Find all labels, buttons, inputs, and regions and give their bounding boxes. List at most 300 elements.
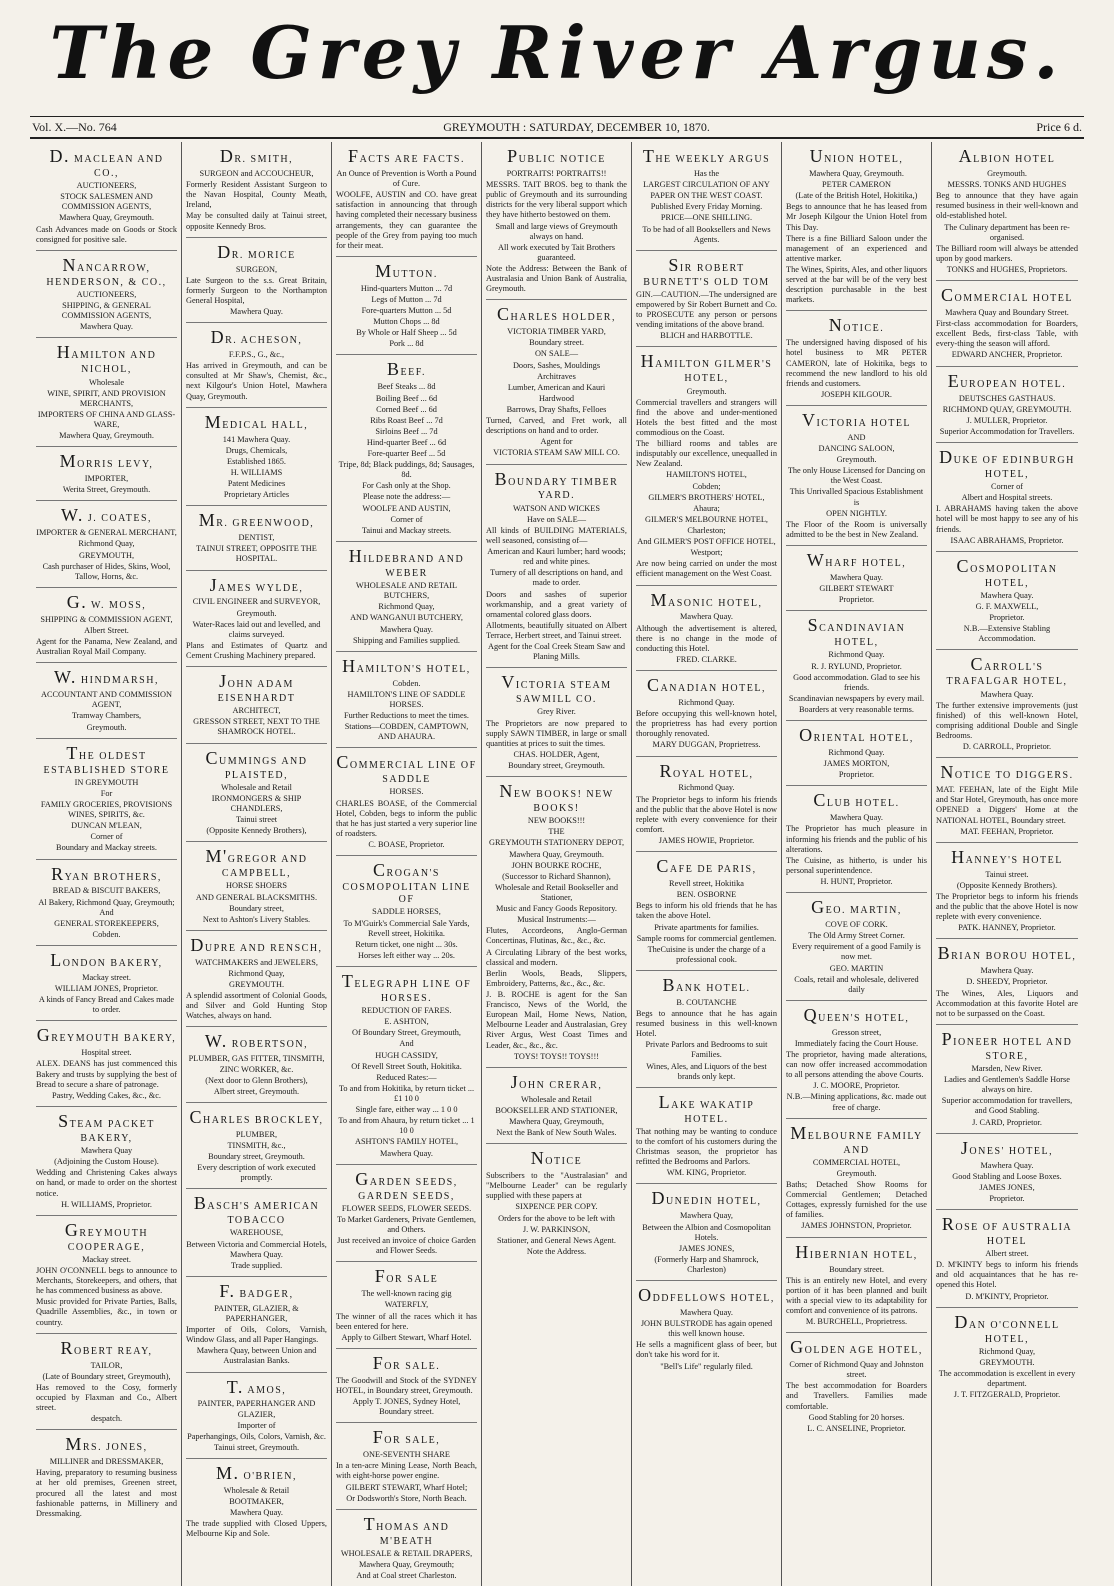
advertisement-line: WHOLESALE AND RETAIL BUTCHERS, — [355, 581, 458, 601]
advertisement-heading: EUROPEAN HOTEL. — [947, 370, 1067, 391]
advertisement-line: Mawhera Quay. — [980, 590, 1034, 600]
advertisement-line: Mawhera Quay, Greymouth, — [509, 1116, 604, 1126]
advertisement-line: Hospital street. — [81, 1048, 132, 1058]
advertisement-line: PLUMBER, GAS FITTER, TINSMITH, ZINC WORKER, &c. — [188, 1054, 325, 1074]
advertisement-line: WATERFLY, — [384, 1300, 429, 1310]
advertisement-line: Beef Steaks ... 8d — [377, 382, 436, 392]
advertisement-heading: MRS. JONES, — [65, 1434, 148, 1455]
advertisement — [786, 406, 927, 546]
advertisement-line: PORTRAITS! PORTRAITS!! — [506, 168, 607, 178]
advertisement — [36, 1107, 177, 1216]
advertisement-line: Richmond Quay, — [378, 602, 435, 612]
advertisement-line: N.B.—Mining applications, &c. made out free of charge. — [786, 1092, 927, 1112]
advertisement-line: By Whole or Half Sheep ... 5d — [356, 328, 457, 338]
advertisement-line: Tainui street. — [985, 869, 1029, 879]
advertisement-line: JAMES JOHNSTON, Proprietor. — [801, 1221, 912, 1231]
advertisement-line: Wedding and Christening Cakes always on hand, or made to order on the shortest notice. — [36, 1168, 177, 1198]
advertisement-line: GEO. MARTIN — [829, 963, 884, 973]
advertisement — [486, 142, 627, 300]
advertisement-line: Revell street, Hokitika — [669, 879, 744, 889]
advertisement-line: This Unrivalled Spacious Establishment is — [789, 487, 924, 507]
advertisement-line: Flutes, Accordeons, Anglo-German Concertinas, Flutinas, &c., &c., &c. — [486, 926, 627, 946]
advertisement-heading: BEEF. — [387, 359, 426, 380]
advertisement-line: To and from Ahaura, by return ticket ... 1 10 0 — [338, 1116, 475, 1136]
advertisement-line: American and Kauri lumber; hard woods; red and white pines. — [487, 547, 626, 567]
advertisement-line: Or Dodsworth's Store, North Beach. — [346, 1493, 467, 1503]
advertisement-line: L. C. ANSELINE, Proprietor. — [807, 1423, 906, 1433]
advertisement-line: Tripe, 8d; Black puddings, 8d; Sausages, 8d. — [338, 460, 475, 480]
advertisement-line: DENTIST, — [238, 533, 275, 543]
advertisement — [936, 443, 1078, 552]
advertisement-line: Tainui and Mackay streets. — [361, 525, 452, 535]
advertisement-line: (Opposite Kennedy Brothers). — [956, 880, 1058, 890]
advertisement-heading: CHARLES HOLDER, — [497, 304, 616, 325]
advertisement-heading: W. J. COATES, — [60, 505, 153, 526]
advertisement-heading: W. ROBERTSON, — [204, 1031, 309, 1052]
advertisement-line: GREYMOUTH. — [979, 1357, 1035, 1367]
advertisement — [336, 1423, 477, 1510]
advertisement-line: Sample rooms for commercial gentlemen. — [636, 933, 777, 943]
advertisement-line: Cobden. — [392, 678, 421, 688]
advertisement-line: WINE, SPIRIT, AND PROVISION MERCHANTS, — [47, 388, 166, 408]
advertisement-line: Doors, Sashes, Mouldings — [512, 360, 601, 370]
masthead-title: The Grey River Argus. — [49, 10, 1065, 95]
advertisement — [36, 1334, 177, 1431]
advertisement-line: Plans and Estimates of Quartz and Cement Crushing Machinery prepared. — [186, 640, 327, 660]
advertisement-line: The Proprietor begs to inform his friends and the public that the above Hotel is now replete with every convenience for their comfort. — [636, 794, 777, 834]
advertisement-line: Corner of — [390, 514, 423, 524]
column — [482, 142, 632, 1586]
advertisement — [786, 786, 927, 893]
advertisement — [936, 1210, 1078, 1308]
advertisement-line: ARCHITECT, — [232, 706, 281, 716]
advertisement-line: MAT. FEEHAN, Proprietor. — [960, 826, 1054, 836]
advertisement-line: Mawhera Quay. — [230, 307, 283, 316]
advertisement-line: Mawhera Quay, Greymouth. — [809, 168, 904, 178]
advertisement-line: Has removed to the Cosy, formerly occupied by Flaxman and Co., Albert street. — [36, 1382, 177, 1413]
advertisement-heading: T. AMOS, — [226, 1376, 287, 1397]
advertisement-line: GENERAL STOREKEEPERS, — [54, 918, 159, 928]
advertisement-line: Ahaura; — [693, 503, 720, 513]
column — [182, 142, 332, 1586]
advertisement-line: COMMERCIAL HOTEL, — [812, 1157, 901, 1167]
advertisement-line: TAILOR, — [90, 1360, 123, 1370]
advertisement — [936, 1308, 1078, 1406]
advertisement-line: WAREHOUSE, — [229, 1228, 284, 1238]
advertisement-line: IN GREYMOUTH — [74, 777, 139, 787]
advertisement-columns — [32, 142, 1082, 1581]
advertisement-line: Barrows, Dray Shafts, Felloes — [506, 404, 607, 414]
advertisement-line: Coals, retail and wholesale, delivered daily — [794, 974, 919, 994]
advertisement-line: And GILMER'S POST OFFICE HOTEL, — [637, 537, 776, 547]
advertisement-heading: CUMMINGS AND PLAISTED, — [205, 747, 308, 781]
advertisement-line: Corner of — [990, 482, 1024, 492]
advertisement-line: Turned, Carved, and Fret work, all descriptions on hand and to order. — [486, 416, 627, 436]
advertisement-line: N.B.—Extensive Stabling Accommodation. — [963, 624, 1051, 644]
advertisement-line: OPEN NIGHTLY. — [826, 508, 887, 518]
advertisement-line: BLICH and HARBOTTLE. — [660, 331, 753, 341]
advertisement-heading: W. HINDMARSH, — [54, 667, 159, 688]
advertisement-line: JOHN BULSTRODE has again opened this well known house. — [640, 1319, 773, 1339]
advertisement — [36, 338, 177, 447]
advertisement — [636, 971, 777, 1088]
advertisement-line: Baths; Detached Show Rooms for Commercial Gentlemen; Detached Cottages, expressly furnished for the use of families. — [786, 1180, 927, 1220]
advertisement — [936, 552, 1078, 651]
advertisement-line: SADDLE HORSES, — [372, 907, 441, 917]
advertisement-heading: THE WEEKLY ARGUS — [642, 146, 771, 166]
advertisement-line: Formerly Resident Assistant Surgeon to the Navan Hospital, County Meath, Ireland, — [186, 180, 327, 210]
advertisement — [336, 1165, 477, 1263]
advertisement-heading: THE OLDEST ESTABLISHED STORE — [43, 742, 170, 776]
advertisement — [336, 1262, 477, 1349]
advertisement — [336, 967, 477, 1165]
advertisement-line: PAINTER, GLAZIER, & PAPERHANGER, — [214, 1303, 299, 1323]
advertisement-line: All work executed by Tait Brothers guaranteed. — [497, 242, 615, 262]
advertisement-line: Corned Beef ... 6d — [376, 404, 437, 414]
advertisement-line: Importer of — [237, 1420, 276, 1430]
advertisement-line: Proprietor. — [989, 1193, 1025, 1203]
advertisement-line: IMPORTERS OF CHINA AND GLASS-WARE, — [37, 409, 176, 429]
advertisement-line: Hind-quarters Mutton ... 7d — [360, 283, 453, 293]
advertisement — [936, 367, 1078, 443]
advertisement-line: Please note the address:— — [362, 492, 451, 502]
advertisement-line: Richmond Quay. — [678, 697, 735, 707]
advertisement-line: Lumber, American and Kauri — [507, 382, 606, 392]
advertisement-line: Sirloins Beef ... 7d — [375, 426, 438, 436]
advertisement-line: Richmond Quay, — [228, 968, 285, 978]
advertisement — [636, 586, 777, 672]
advertisement-line: Werita Street, Greymouth. — [62, 485, 151, 495]
advertisement-line: For Cash only at the Shop. — [362, 481, 451, 491]
advertisement-heading: ROYAL HOTEL, — [659, 760, 754, 781]
advertisement-heading: ROBERT REAY, — [60, 1337, 153, 1358]
masthead — [0, 8, 1114, 98]
advertisement-heading: SIR ROBERT BURNETT'S OLD TOM — [643, 254, 770, 288]
advertisement-line: Pastry, Wedding Cakes, &c., &c. — [51, 1090, 162, 1100]
advertisement-line: GILBERT STEWART, Wharf Hotel; — [345, 1482, 468, 1492]
advertisement-line: FAMILY GROCERIES, PROVISIONS WINES, SPIRITS, &c. — [40, 799, 173, 820]
advertisement-line: The Goodwill and Stock of the SYDNEY HOTEL, in Boundary street, Greymouth. — [336, 1375, 477, 1395]
advertisement — [36, 1021, 177, 1107]
advertisement-line: Shipping and Families supplied. — [353, 635, 460, 645]
advertisement-heading: JAMES WYLDE, — [209, 574, 304, 595]
advertisement-line: PETER CAMERON — [822, 180, 891, 190]
advertisement-line: G. F. MAXWELL, — [975, 601, 1039, 611]
advertisement-line: J. T. FITZGERALD, Proprietor. — [953, 1390, 1061, 1400]
advertisement-line: Mawhera Quay, — [680, 1211, 733, 1221]
advertisement-line: Good Stabling for 20 horses. — [808, 1412, 905, 1422]
advertisement-line: (Successor to Richard Shannon), — [502, 871, 611, 881]
advertisement — [636, 1184, 777, 1281]
advertisement-line: EDWARD ANCHER, Proprietor. — [951, 350, 1063, 360]
advertisement-line: Having, preparatory to resuming business at her old premises, Greenen street, procured all the latest and most fashionable patterns, in Millinery and Dressmaking. — [36, 1468, 177, 1518]
advertisement-line: Wholesale & Retail — [223, 1485, 290, 1495]
advertisement — [186, 1027, 327, 1102]
advertisement-line: GREYMOUTH. — [228, 980, 285, 990]
advertisement — [936, 142, 1078, 281]
advertisement-line: CIVIL ENGINEER and SURVEYOR, — [192, 597, 321, 607]
advertisement-line: Mawhera Quay. — [980, 689, 1034, 699]
advertisement-line: WOOLFE AND AUSTIN, — [362, 503, 451, 513]
advertisement-line: PLUMBER, — [235, 1129, 278, 1139]
advertisement-line: All kinds of BUILDING MATERIALS, well seasoned, consisting of— — [486, 525, 627, 545]
advertisement-line: Greymouth. — [86, 722, 127, 732]
advertisement-line: Every requirement of a good Family is now met. — [792, 942, 921, 962]
advertisement-line: Wholesale — [88, 377, 124, 387]
advertisement-line: Between Victoria and Commercial Hotels, Mawhera Quay. — [186, 1239, 327, 1259]
advertisement-line: Next the Bank of New South Wales. — [496, 1128, 617, 1138]
advertisement-line: COVE OF CORK. — [825, 920, 888, 930]
advertisement-line: TheCuisine is under the charge of a professional cook. — [647, 944, 766, 964]
advertisement-line: M. BURCHELL, Proprietress. — [805, 1317, 908, 1327]
advertisement-heading: DAN O'CONNELL HOTEL, — [954, 1311, 1060, 1345]
advertisement-heading: ODDFELLOWS HOTEL, — [638, 1285, 775, 1306]
advertisement-line: Legs of Mutton ... 7d — [371, 294, 442, 304]
advertisement-line: Doors and sashes of superior workmanship, and a great variety of ornamental colored glass doors. — [486, 589, 627, 619]
advertisement-line: AND — [847, 432, 866, 442]
advertisement — [186, 842, 327, 931]
advertisement — [186, 1277, 327, 1373]
advertisement-line: IMPORTER & GENERAL MERCHANT, — [36, 528, 177, 538]
advertisement-line: Greymouth. — [836, 1168, 877, 1178]
advertisement-line: GILMER'S MELBOURNE HOTEL, — [645, 514, 768, 524]
advertisement-line: Next to Ashton's Livery Stables. — [202, 914, 311, 924]
advertisement-heading: ALBION HOTEL — [958, 146, 1056, 166]
advertisement-line: Has the — [693, 168, 720, 178]
advertisement-line: CHARLES BOASE, of the Commercial Hotel, Cobden, begs to inform the public that he has just started a very superior line of roadsters. — [336, 798, 477, 838]
advertisement-line: D. M'KINTY, Proprietor. — [965, 1291, 1049, 1301]
advertisement-heading: FOR SALE. — [372, 1352, 441, 1373]
advertisement-line: HORSES. — [389, 787, 424, 797]
advertisement-heading: QUEEN'S HOTEL, — [803, 1004, 910, 1025]
advertisement — [936, 939, 1078, 1025]
advertisement-heading: VICTORIA STEAM SAWMILL CO. — [501, 672, 612, 706]
advertisement-heading: MORRIS LEVY, — [59, 451, 154, 472]
advertisement-line: The Old Army Street Corner. — [808, 931, 905, 941]
advertisement-line: ALEX. DEANS has just commenced this Bakery and trusts by supplying the best of Bread to secure a share of patronage. — [36, 1059, 177, 1089]
advertisement-heading: DUKE OF EDINBURGH HOTEL, — [939, 446, 1075, 480]
advertisement-line: The Proprietor has much pleasure in informing his friends and the public of his alterations. — [786, 824, 927, 854]
advertisement-line: Before occupying this well-known hotel, the proprietress has had every portion thoroughly renovated. — [636, 709, 777, 739]
advertisement-line: ASHTON'S FAMILY HOTEL, — [354, 1137, 459, 1147]
advertisement-line: TONKS and HUGHES, Proprietors. — [946, 264, 1068, 274]
advertisement-heading: BANK HOTEL. — [662, 974, 751, 995]
advertisement-line: Corner of — [90, 832, 123, 842]
advertisement — [36, 860, 177, 947]
advertisement-line: Small and large views of Greymouth always on hand. — [495, 221, 618, 241]
advertisement-line: The further extensive improvements (just finished) of this well-known Hotel, comprising additional Double and Single Bedrooms. — [936, 700, 1078, 740]
advertisement-line: (Next door to Glenn Brothers), — [205, 1075, 308, 1085]
advertisement-line: Boundary street, Greymouth. — [208, 1152, 305, 1162]
advertisement-line: There is a fine Billiard Saloon under the management of an experienced and attentive marker. — [786, 233, 927, 263]
advertisement-line: A Circulating Library of the best works, classical and modern. — [486, 947, 627, 967]
advertisement-line: Published Every Friday Morning. — [650, 202, 763, 212]
advertisement-heading: FOR SALE — [374, 1266, 439, 1287]
advertisement-heading: M'GREGOR AND CAMPBELL, — [205, 846, 308, 880]
advertisement-heading: CLUB HOTEL. — [813, 790, 900, 811]
advertisement-line: First-class accommodation for Boarders, excellent Beds, first-class Table, with every-thing the season will afford. — [936, 319, 1078, 349]
advertisement-heading: HAMILTON'S HOTEL, — [342, 655, 471, 676]
advertisement — [36, 142, 177, 251]
advertisement-line: FRED. CLARKE. — [676, 654, 737, 664]
column — [782, 142, 932, 1586]
advertisement-line: Mackay street. — [82, 1254, 131, 1264]
advertisement-line: Established 1865. — [227, 456, 286, 466]
column — [332, 142, 482, 1586]
advertisement-heading: JONES' HOTEL, — [960, 1137, 1054, 1158]
advertisement-heading: HANNEY'S HOTEL — [951, 846, 1063, 867]
advertisement-line: TAINUI STREET, OPPOSITE THE HOSPITAL. — [196, 544, 317, 564]
advertisement-heading: CARROLL'S TRAFALGAR HOTEL, — [946, 654, 1068, 688]
advertisement-line: Greymouth. — [836, 455, 877, 465]
advertisement-line: Mawhera Quay — [80, 1146, 133, 1156]
advertisement-line: Cash purchaser of Hides, Skins, Wool, Tallow, Horns, &c. — [42, 561, 171, 581]
advertisement-line: SURGEON, — [235, 264, 278, 274]
advertisement-line: He sells a magnificent glass of beer, but don't take his word for it. — [636, 1340, 777, 1360]
advertisement-heading: NEW BOOKS! NEW BOOKS! — [499, 781, 614, 815]
advertisement-line: The winner of all the races which it has been entered for here. — [336, 1311, 477, 1331]
column — [932, 142, 1082, 1586]
advertisement-line: (Adjoining the Custom House). — [54, 1157, 159, 1167]
advertisement — [186, 238, 327, 324]
advertisement-line: Superior Accommodation for Travellers. — [939, 426, 1075, 436]
advertisement — [486, 777, 627, 1068]
advertisement-heading: CHARLES BROCKLEY, — [189, 1106, 324, 1127]
advertisement-line: Cobden; — [692, 481, 721, 491]
advertisement-line: Greymouth. — [686, 386, 727, 396]
advertisement-heading: GREYMOUTH BAKERY, — [36, 1025, 177, 1046]
column — [32, 142, 182, 1586]
advertisement-line: D. CARROLL, Proprietor. — [962, 742, 1052, 752]
advertisement-line: Albert street. — [985, 1249, 1029, 1259]
advertisement-line: Music provided for Private Parties, Balls, Quadrille Assemblies, &c., in town or country. — [36, 1297, 177, 1327]
advertisement-line: WILLIAM JONES, Proprietor. — [54, 984, 159, 994]
advertisement-heading: WHARF HOTEL, — [806, 550, 907, 571]
advertisement — [336, 748, 477, 856]
advertisement-line: Mawhera Quay. — [980, 966, 1034, 976]
advertisement — [486, 1144, 627, 1262]
price: Price 6 d. — [1036, 119, 1082, 134]
advertisement-line: Mawhera Quay, Greymouth; — [358, 1560, 455, 1569]
advertisement-line: SHIPPING, & GENERAL COMMISSION AGENTS, — [61, 301, 152, 321]
advertisement-line: Of Revell Street South, Hokitika. — [351, 1061, 462, 1071]
advertisement-line: AND WANGANUI BUTCHERY, — [350, 613, 463, 623]
advertisement — [336, 856, 477, 967]
advertisement-line: A kinds of Fancy Bread and Cakes made to order. — [38, 995, 175, 1015]
advertisement-line: (Late of the British Hotel, Hokitika,) — [795, 191, 918, 201]
advertisement-line: BREAD & BISCUIT BAKERS, — [52, 886, 161, 896]
advertisement-heading: TELEGRAPH LINE OF HORSES. — [341, 971, 472, 1004]
advertisement-line: May be consulted daily at Tainui street, opposite Kennedy Bros. — [186, 211, 327, 231]
advertisement-line: Late Surgeon to the s.s. Great Britain, formerly Surgeon to the Northampton General Hospital, — [186, 275, 327, 305]
advertisement — [186, 744, 327, 843]
advertisement-line: Begs to announce that he has again resumed business in this well-known Hotel. — [636, 1009, 777, 1039]
advertisement-line: Of Boundary Street, Greymouth, — [352, 1028, 461, 1038]
advertisement-heading: MR. GREENWOOD, — [198, 510, 315, 531]
advertisement-line: D. SHEEDY, Proprietor. — [966, 977, 1048, 987]
advertisement-heading: DR. SMITH, — [219, 146, 294, 166]
advertisement-line: Mawhera Quay. — [680, 612, 733, 622]
advertisement-line: Richmond Quay. — [678, 783, 735, 793]
advertisement-line: To and from Hokitika, by return ticket ... £1 10 0 — [338, 1083, 475, 1104]
advertisement-line: GIN.—CAUTION.—The undersigned are empowered by Sir Robert Burnett and Co. to PROSECUTE any person or persons vending imitations of the above brand. — [636, 289, 777, 330]
advertisement-line: J. B. ROCHE is agent for the San Francisco, News of the World, the European Mail, Home News, Nation, Melbourne Leader and Australasian, Grey River Argus, West Coast Times and Leader, &c., &c., &c. — [486, 990, 627, 1050]
advertisement — [786, 142, 927, 311]
advertisement-heading: DR. MORICE — [217, 241, 296, 262]
advertisement-line: H. WILLIAMS, Proprietor. — [61, 1199, 152, 1209]
advertisement-line: Musical Instruments:— — [517, 915, 596, 925]
advertisement — [36, 739, 177, 860]
advertisement-line: despatch. — [90, 1414, 123, 1424]
advertisement — [936, 843, 1078, 940]
advertisement-line: SIXPENCE PER COPY. — [515, 1202, 598, 1212]
advertisement-line: GREYMOUTH, — [78, 550, 135, 560]
advertisement-line: WOOLFE, AUSTIN and CO. have great satisfaction in announcing that through having completed their necessary business arrangements, they can guarantee the people of the Grey from paying too much for their meat. — [336, 190, 478, 250]
advertisement — [186, 931, 327, 1028]
advertisement-line: H. WILLIAMS — [230, 467, 283, 477]
advertisement-line: JOHN O'CONNELL begs to announce to Merchants, Storekeepers, and others, that he has commenced business as above. — [36, 1265, 177, 1296]
advertisement — [786, 611, 927, 721]
advertisement-line: Further Reductions to meet the times. — [344, 711, 469, 720]
advertisement-line: Paperhangings, Oils, Colors, Varnish, &c. — [187, 1431, 326, 1441]
volume-number: Vol. X.—No. 764 — [32, 119, 117, 134]
advertisement-line: Proprietary Articles — [223, 490, 290, 500]
advertisement-line: Hind-quarter Beef ... 6d — [366, 437, 447, 447]
advertisement — [36, 946, 177, 1021]
advertisement-line: Horses left either way ... 20s. — [357, 950, 455, 960]
advertisement-line: Private Parlors and Bedrooms to suit Families. — [645, 1040, 768, 1060]
advertisement-line: I. ABRAHAMS having taken the above hotel will be most happy to see any of his friends. — [936, 504, 1078, 534]
advertisement-heading: VICTORIA HOTEL — [801, 409, 912, 430]
advertisement-heading: CANADIAN HOTEL, — [647, 675, 766, 696]
advertisement-line: BEN. OSBORNE — [676, 890, 737, 900]
advertisement-line: Boundary street. — [829, 1264, 884, 1274]
advertisement-line: The Floor of the Room is universally admitted to be the best in New Zealand. — [786, 519, 927, 539]
advertisement-heading: NOTICE TO DIGGERS. — [940, 762, 1074, 783]
advertisement-line: The well-known racing gig — [361, 1289, 452, 1299]
advertisement — [36, 663, 177, 738]
advertisement-line: Boundary and Mackay streets. — [56, 843, 157, 853]
issue-line — [30, 116, 1084, 139]
advertisement-line: Pork ... 8d — [389, 339, 424, 349]
advertisement-line: J. W. PARKINSON, — [522, 1224, 591, 1234]
advertisement — [636, 347, 777, 585]
advertisement — [936, 1025, 1078, 1134]
advertisement-line: Richmond Quay. — [828, 650, 885, 660]
advertisement-heading: PUBLIC NOTICE — [507, 146, 606, 166]
advertisement-line: JOHN BOURKE ROCHE, — [511, 860, 602, 870]
advertisement-heading: BOUNDARY TIMBER YARD. — [494, 468, 619, 502]
advertisement — [186, 323, 327, 408]
advertisement-line: Commercial travellers and strangers will find the above and under-mentioned Hotels the best fitted and the most commodious on the Coast. — [636, 397, 777, 437]
advertisement-line: Richmond Quay, — [978, 1346, 1036, 1356]
advertisement-line: IRONMONGERS & SHIP CHANDLERS, — [211, 793, 302, 813]
advertisement-line: Turnery of all descriptions on hand, and made to order. — [490, 568, 623, 588]
advertisement-line: Stations—COBDEN, CAMPTOWN, AND AHAURA. — [344, 722, 469, 742]
advertisement-line: Trade supplied. — [230, 1260, 283, 1270]
advertisement-line: An Ounce of Prevention is Worth a Pound of Cure. — [336, 168, 477, 189]
advertisement — [636, 1281, 777, 1377]
advertisement-line: HUGH CASSIDY, — [375, 1050, 438, 1060]
dateline: GREYMOUTH : SATURDAY, DECEMBER 10, 1870. — [443, 119, 710, 134]
advertisement-line: The proprietor, having made alterations, can now offer increased accommodation to all persons attending the above Courts. — [786, 1050, 927, 1080]
advertisement — [186, 667, 327, 743]
advertisement-line: DANCING SALOON, — [818, 444, 895, 454]
advertisement-line: Proprietor. — [838, 770, 875, 780]
advertisement — [786, 1238, 927, 1334]
advertisement-line: Mutton Chops ... 8d — [373, 317, 440, 327]
advertisement-line: In a ten-acre Mining Lease, North Beach, with eight-horse power engine. — [336, 1461, 477, 1481]
